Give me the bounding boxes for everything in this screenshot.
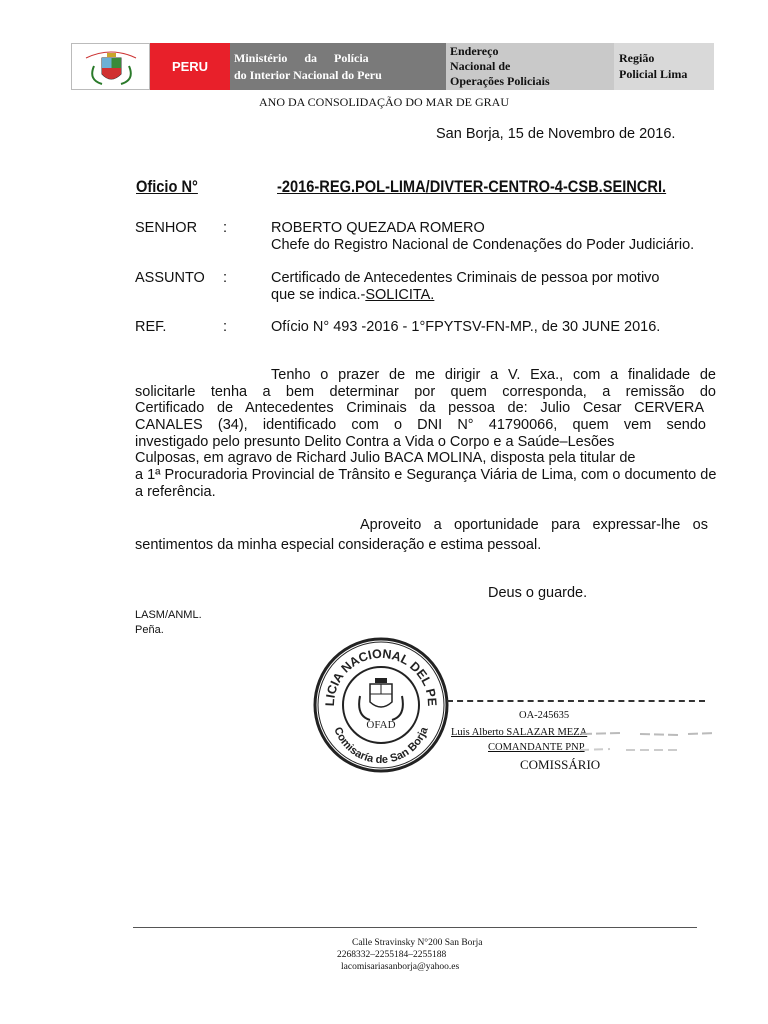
header-peru-badge (150, 43, 230, 90)
date-line: San Borja, 15 de Novembro de 2016. (436, 126, 676, 142)
signature-dashed-line (447, 700, 705, 702)
body-p1-line7: a 1ª Procuradoria Provincial de Trânsito e Segurança Viária de Lima, com o documento de (135, 467, 717, 483)
reference-label: REF. (135, 319, 167, 335)
header-endereco (446, 43, 614, 90)
addressee-label: SENHOR (135, 220, 198, 236)
subject-line2 (271, 287, 434, 304)
peru-coat-of-arms-icon (72, 44, 151, 91)
regiao-line1: Região (619, 51, 655, 65)
body-p1-line4: CANALES (34), identificado com o DNI N° 41790066, quem vem sendo (135, 417, 706, 433)
body-p1-line2: solicitarle tenha a bem determinar por quem corresponda, a remissão do (135, 384, 716, 400)
year-motto: ANO DA CONSOLIDAÇÃO DO MAR DE GRAU (258, 95, 509, 109)
footer-address: Calle Stravinsky N°200 San Borja (352, 938, 483, 948)
body-p1-line5: investigado pelo presunto Delito Contra a Vida o Corpo e a Saúde–Lesões (135, 434, 615, 450)
footer-phones: 2268332–2255184–2255188 (337, 950, 447, 960)
header-ministry (230, 43, 446, 90)
body-p1-line6: Culposas, em agravo de Richard Julio BACA MOLINA, disposta pela titular de (135, 450, 636, 466)
reference-text: Ofício N° 493 -2016 - 1°FPYTSV-FN-MP., de 30 JUNE 2016. (271, 319, 661, 335)
ministry-line1-police: Polícia (334, 51, 369, 65)
endereco-line2: Nacional de (450, 59, 511, 73)
regiao-line2: Policial Lima (619, 67, 688, 81)
signature-code: OA-245635 (519, 710, 570, 721)
subject-label: ASSUNTO (135, 270, 205, 286)
endereco-line3: Operações Policiais (450, 74, 550, 88)
police-seal (312, 636, 450, 774)
ministry-line1: Ministério da (234, 51, 317, 65)
signature-name: Luis Alberto SALAZAR MEZA (451, 727, 588, 738)
body-p2-line2: sentimentos da minha especial consideração e estima pessoal. (135, 537, 542, 553)
footer-divider (133, 927, 697, 928)
subject-colon: : (223, 270, 228, 286)
subject-line2-text: que se indica.- (271, 287, 366, 303)
header-logo-box (71, 43, 150, 90)
ministry-line2: do Interior Nacional do Peru (234, 68, 382, 82)
subject-line1: Certificado de Antecedentes Criminais de pessoa por motivo (271, 270, 660, 286)
subject-solicita: SOLICITA. (365, 287, 435, 303)
addressee-title: Chefe do Registro Nacional de Condenações do Poder Judiciário. (271, 237, 695, 253)
oficio-number: -2016-REG.POL-LIMA/DIVTER-CENTRO-4-CSB.SEINCRI. (277, 177, 667, 196)
body-p1-line3: Certificado de Antecedentes Criminais da pessoa de: Julio Cesar CERVERA (135, 400, 704, 416)
body-p1-line1: Tenho o prazer de me dirigir a V. Exa., com a finalidade de (271, 367, 716, 383)
seal-top-text: LICIA NACIONAL DEL PE (322, 646, 440, 707)
oficio-title (136, 177, 667, 197)
addressee-colon: : (223, 220, 228, 236)
peru-label: PERU (171, 59, 209, 74)
seal-bottom-text: Comisaría de San Borja (331, 725, 431, 767)
closing: Deus o guarde. (488, 585, 588, 601)
signature-role: COMISSÁRIO (520, 757, 601, 772)
body-p1-line8: a referência. (135, 484, 216, 500)
body-p2-line1: Aproveito a oportunidade para expressar-lhe os (360, 517, 708, 533)
header-regiao (614, 43, 714, 90)
signature-scribble-icon (580, 706, 720, 754)
initials-line1: LASM/ANML. (135, 609, 202, 621)
endereco-line1: Endereço (450, 44, 499, 58)
footer-email: lacomisariasanborja@yahoo.es (341, 962, 460, 972)
signature-rank: COMANDANTE PNP (488, 742, 585, 753)
seal-stamp-icon (312, 636, 450, 774)
oficio-label: Oficio N° (136, 177, 198, 196)
addressee-name: ROBERTO QUEZADA ROMERO (271, 220, 485, 236)
reference-colon: : (223, 319, 228, 335)
initials-line2: Peña. (135, 624, 164, 636)
seal-center-text: OFAD (366, 719, 396, 731)
